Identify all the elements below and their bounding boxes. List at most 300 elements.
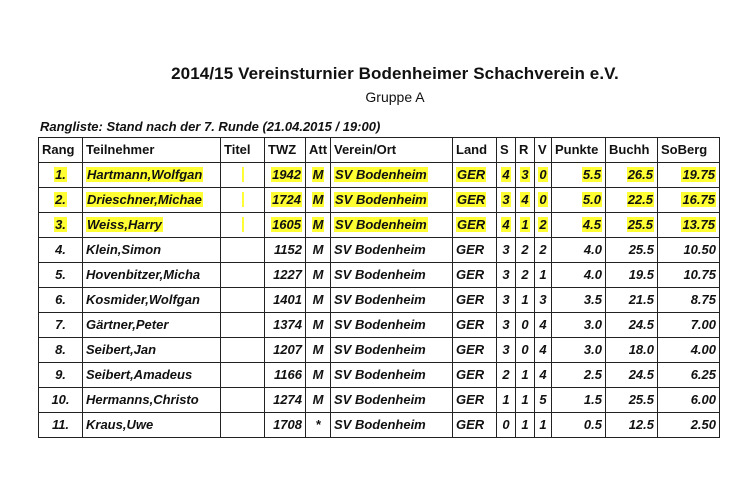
cell-buchh-text: 18.0 (628, 342, 654, 357)
cell-v-text: 3 (539, 292, 547, 307)
cell-v (535, 288, 552, 313)
cell-twz-text: 1605 (272, 217, 301, 232)
cell-punkte-text: 5.0 (582, 192, 601, 207)
cell-verein-text: SV Bodenheim (334, 392, 426, 407)
cell-buchh (606, 413, 658, 438)
cell-teilnehmer (83, 413, 221, 438)
cell-verein-text: SV Bodenheim (334, 292, 426, 307)
cell-r-text: 1 (521, 217, 529, 232)
cell-s (497, 288, 516, 313)
cell-land-text: GER (456, 392, 485, 407)
col-header-teilnehmer: Teilnehmer (83, 138, 221, 163)
cell-teilnehmer (83, 188, 221, 213)
cell-teilnehmer-text: Drieschner,Michae (87, 192, 202, 207)
cell-r-text: 4 (521, 192, 529, 207)
cell-rang (39, 213, 83, 238)
cell-titel (221, 388, 265, 413)
cell-buchh-text: 25.5 (627, 217, 653, 232)
table-row (39, 238, 720, 263)
cell-twz (265, 238, 306, 263)
cell-buchh (606, 238, 658, 263)
cell-punkte (552, 288, 606, 313)
cell-teilnehmer (83, 213, 221, 238)
cell-v (535, 213, 552, 238)
cell-att-text: M (312, 242, 324, 257)
cell-verein (331, 163, 453, 188)
col-header-s: S (497, 138, 516, 163)
cell-punkte (552, 313, 606, 338)
cell-titel (221, 338, 265, 363)
table-row (39, 338, 720, 363)
cell-att (306, 213, 331, 238)
cell-teilnehmer (83, 338, 221, 363)
cell-punkte (552, 413, 606, 438)
document-subtitle: Gruppe A (365, 89, 425, 105)
cell-buchh-text: 24.5 (628, 317, 654, 332)
cell-r-text: 2 (521, 242, 529, 257)
cell-titel-text (242, 167, 244, 182)
cell-punkte (552, 188, 606, 213)
table-row (39, 388, 720, 413)
cell-r (516, 363, 535, 388)
cell-buchh-text: 25.5 (628, 242, 654, 257)
cell-land (453, 288, 497, 313)
ranking-table (38, 137, 720, 438)
cell-v (535, 263, 552, 288)
cell-att-text: M (312, 267, 324, 282)
cell-titel (221, 163, 265, 188)
cell-teilnehmer-text: Seibert,Amadeus (86, 367, 193, 382)
cell-teilnehmer (83, 363, 221, 388)
cell-teilnehmer-text: Kosmider,Wolfgan (86, 292, 200, 307)
cell-buchh-text: 19.5 (628, 267, 654, 282)
cell-s-text: 3 (502, 267, 510, 282)
cell-verein-text: SV Bodenheim (334, 242, 426, 257)
cell-teilnehmer-text: Kraus,Uwe (86, 417, 154, 432)
cell-land-text: GER (456, 267, 485, 282)
cell-twz-text: 1724 (272, 192, 301, 207)
table-row (39, 163, 720, 188)
cell-land (453, 238, 497, 263)
cell-soberg-text: 4.00 (690, 342, 716, 357)
cell-att (306, 163, 331, 188)
cell-s (497, 263, 516, 288)
cell-teilnehmer-text: Seibert,Jan (86, 342, 157, 357)
cell-verein (331, 213, 453, 238)
cell-teilnehmer-text: Hermanns,Christo (86, 392, 199, 407)
cell-teilnehmer (83, 238, 221, 263)
cell-r-text: 0 (521, 342, 529, 357)
cell-att-text: * (315, 417, 321, 432)
col-header-land: Land (453, 138, 497, 163)
cell-teilnehmer-text: Gärtner,Peter (86, 317, 169, 332)
cell-verein-text: SV Bodenheim (334, 367, 426, 382)
cell-soberg-text: 10.75 (683, 267, 716, 282)
cell-land-text: GER (457, 217, 486, 232)
cell-twz-text: 1401 (273, 292, 302, 307)
cell-s-text: 3 (502, 192, 510, 207)
cell-teilnehmer (83, 313, 221, 338)
cell-soberg (658, 288, 720, 313)
cell-buchh (606, 338, 658, 363)
cell-rang-text: 3. (55, 217, 66, 232)
cell-v (535, 413, 552, 438)
table-row (39, 363, 720, 388)
cell-teilnehmer (83, 388, 221, 413)
ranking-table-body (39, 163, 720, 438)
cell-rang (39, 413, 83, 438)
col-header-att: Att (306, 138, 331, 163)
table-caption: Rangliste: Stand nach der 7. Runde (21.04.2015 / 19:00) (40, 119, 381, 134)
cell-r (516, 263, 535, 288)
cell-twz-text: 1274 (273, 392, 302, 407)
cell-buchh (606, 363, 658, 388)
cell-s (497, 363, 516, 388)
cell-soberg-text: 7.00 (690, 317, 716, 332)
cell-rang-text: 4. (55, 242, 66, 257)
cell-r (516, 188, 535, 213)
cell-att-text: M (312, 192, 324, 207)
cell-twz (265, 338, 306, 363)
cell-punkte-text: 4.0 (583, 242, 602, 257)
cell-soberg (658, 313, 720, 338)
cell-r-text: 1 (521, 392, 529, 407)
cell-att-text: M (312, 392, 324, 407)
cell-soberg (658, 413, 720, 438)
cell-titel (221, 188, 265, 213)
cell-land-text: GER (456, 242, 485, 257)
cell-punkte (552, 363, 606, 388)
cell-soberg (658, 238, 720, 263)
col-header-r: R (516, 138, 535, 163)
cell-s (497, 413, 516, 438)
cell-rang (39, 163, 83, 188)
cell-soberg-text: 16.75 (682, 192, 715, 207)
cell-s (497, 238, 516, 263)
cell-att-text: M (312, 342, 324, 357)
cell-soberg-text: 6.25 (690, 367, 716, 382)
cell-v-text: 4 (539, 342, 547, 357)
cell-twz (265, 363, 306, 388)
cell-land-text: GER (457, 192, 486, 207)
cell-v (535, 188, 552, 213)
col-header-v: V (535, 138, 552, 163)
cell-teilnehmer-text: Weiss,Harry (87, 217, 162, 232)
cell-r-text: 0 (521, 317, 529, 332)
cell-land (453, 263, 497, 288)
cell-v-text: 4 (539, 367, 547, 382)
cell-titel-text (242, 192, 244, 207)
table-row (39, 188, 720, 213)
cell-s-text: 4 (502, 167, 510, 182)
cell-att (306, 313, 331, 338)
table-row (39, 413, 720, 438)
cell-teilnehmer-text: Hovenbitzer,Micha (86, 267, 201, 282)
cell-rang-text: 7. (55, 317, 66, 332)
cell-titel (221, 363, 265, 388)
cell-v-text: 2 (539, 242, 547, 257)
col-header-twz: TWZ (265, 138, 306, 163)
col-header-punkte: Punkte (552, 138, 606, 163)
cell-buchh (606, 263, 658, 288)
cell-verein (331, 288, 453, 313)
cell-land (453, 188, 497, 213)
cell-land-text: GER (456, 292, 485, 307)
cell-buchh (606, 288, 658, 313)
cell-r-text: 1 (521, 292, 529, 307)
cell-punkte-text: 3.5 (583, 292, 602, 307)
cell-buchh (606, 388, 658, 413)
cell-buchh (606, 163, 658, 188)
cell-titel (221, 213, 265, 238)
cell-verein (331, 338, 453, 363)
cell-v-text: 0 (539, 192, 547, 207)
cell-rang (39, 313, 83, 338)
col-header-soberg: SoBerg (658, 138, 720, 163)
cell-att-text: M (312, 167, 324, 182)
cell-verein (331, 263, 453, 288)
cell-twz (265, 388, 306, 413)
cell-s-text: 1 (502, 392, 510, 407)
cell-r-text: 3 (521, 167, 529, 182)
table-row (39, 213, 720, 238)
cell-land (453, 388, 497, 413)
cell-buchh-text: 24.5 (628, 367, 654, 382)
cell-twz (265, 313, 306, 338)
cell-land (453, 338, 497, 363)
cell-att-text: M (312, 292, 324, 307)
table-row (39, 313, 720, 338)
cell-verein-text: SV Bodenheim (335, 167, 427, 182)
cell-teilnehmer (83, 288, 221, 313)
cell-s (497, 163, 516, 188)
cell-twz (265, 213, 306, 238)
col-header-titel: Titel (221, 138, 265, 163)
cell-rang-text: 9. (55, 367, 66, 382)
cell-rang (39, 363, 83, 388)
cell-rang (39, 288, 83, 313)
cell-verein-text: SV Bodenheim (335, 192, 427, 207)
cell-att (306, 263, 331, 288)
cell-twz (265, 263, 306, 288)
cell-land-text: GER (456, 342, 485, 357)
cell-att (306, 288, 331, 313)
cell-punkte-text: 1.5 (583, 392, 602, 407)
cell-land (453, 363, 497, 388)
cell-twz-text: 1207 (273, 342, 302, 357)
document-title: 2014/15 Vereinsturnier Bodenheimer Schachverein e.V. (171, 64, 619, 83)
cell-buchh-text: 21.5 (628, 292, 654, 307)
cell-rang-text: 10. (51, 392, 70, 407)
cell-v-text: 1 (539, 417, 547, 432)
table-row (39, 263, 720, 288)
cell-v (535, 363, 552, 388)
cell-r (516, 388, 535, 413)
cell-att-text: M (312, 317, 324, 332)
cell-r (516, 313, 535, 338)
cell-punkte (552, 213, 606, 238)
cell-s-text: 3 (502, 342, 510, 357)
cell-soberg-text: 19.75 (682, 167, 715, 182)
col-header-verein: Verein/Ort (331, 138, 453, 163)
cell-titel (221, 288, 265, 313)
cell-punkte-text: 2.5 (583, 367, 602, 382)
cell-verein-text: SV Bodenheim (334, 267, 426, 282)
cell-titel (221, 313, 265, 338)
cell-buchh (606, 213, 658, 238)
cell-buchh-text: 22.5 (627, 192, 653, 207)
cell-punkte-text: 3.0 (583, 342, 602, 357)
cell-soberg (658, 163, 720, 188)
cell-s (497, 188, 516, 213)
cell-verein-text: SV Bodenheim (335, 217, 427, 232)
cell-land (453, 413, 497, 438)
cell-rang (39, 188, 83, 213)
cell-r (516, 213, 535, 238)
cell-punkte-text: 5.5 (582, 167, 601, 182)
cell-verein (331, 188, 453, 213)
cell-rang-text: 11. (51, 417, 70, 432)
cell-rang-text: 6. (55, 292, 66, 307)
cell-soberg (658, 213, 720, 238)
cell-soberg (658, 263, 720, 288)
cell-teilnehmer (83, 263, 221, 288)
cell-r-text: 1 (521, 417, 529, 432)
cell-soberg (658, 388, 720, 413)
cell-titel (221, 413, 265, 438)
cell-v (535, 338, 552, 363)
cell-att (306, 338, 331, 363)
cell-twz (265, 188, 306, 213)
cell-twz-text: 1152 (274, 242, 302, 257)
cell-rang-text: 5. (55, 267, 66, 282)
cell-rang (39, 238, 83, 263)
cell-verein (331, 363, 453, 388)
cell-soberg (658, 363, 720, 388)
cell-r (516, 338, 535, 363)
cell-verein (331, 413, 453, 438)
cell-teilnehmer-text: Klein,Simon (86, 242, 162, 257)
cell-s (497, 213, 516, 238)
col-header-rang: Rang (39, 138, 83, 163)
cell-s-text: 2 (502, 367, 510, 382)
cell-buchh-text: 26.5 (627, 167, 653, 182)
cell-r-text: 1 (521, 367, 529, 382)
cell-s (497, 388, 516, 413)
cell-teilnehmer (83, 163, 221, 188)
cell-verein-text: SV Bodenheim (334, 317, 426, 332)
cell-twz-text: 1166 (274, 367, 302, 382)
cell-s-text: 3 (502, 317, 510, 332)
cell-v-text: 0 (539, 167, 547, 182)
cell-punkte (552, 388, 606, 413)
cell-buchh-text: 25.5 (628, 392, 654, 407)
cell-land-text: GER (456, 317, 485, 332)
cell-rang (39, 263, 83, 288)
cell-verein (331, 313, 453, 338)
cell-s-text: 3 (502, 242, 510, 257)
cell-soberg (658, 188, 720, 213)
cell-v (535, 238, 552, 263)
cell-v (535, 313, 552, 338)
cell-punkte (552, 338, 606, 363)
cell-v-text: 1 (539, 267, 547, 282)
cell-r (516, 288, 535, 313)
cell-att (306, 413, 331, 438)
cell-punkte-text: 4.5 (582, 217, 601, 232)
cell-soberg-text: 2.50 (690, 417, 716, 432)
cell-verein-text: SV Bodenheim (334, 342, 426, 357)
table-header-row (39, 138, 720, 163)
cell-soberg-text: 13.75 (682, 217, 715, 232)
cell-titel (221, 238, 265, 263)
cell-s (497, 338, 516, 363)
cell-twz (265, 163, 306, 188)
cell-v-text: 5 (539, 392, 547, 407)
cell-punkte (552, 163, 606, 188)
cell-v (535, 163, 552, 188)
cell-r-text: 2 (521, 267, 529, 282)
col-header-buchh: Buchh (606, 138, 658, 163)
cell-punkte (552, 238, 606, 263)
cell-verein (331, 388, 453, 413)
cell-rang-text: 2. (55, 192, 66, 207)
cell-titel-text (242, 217, 244, 232)
cell-soberg-text: 6.00 (690, 392, 716, 407)
cell-att (306, 188, 331, 213)
cell-twz-text: 1227 (273, 267, 302, 282)
cell-soberg-text: 8.75 (690, 292, 716, 307)
cell-teilnehmer-text: Hartmann,Wolfgan (87, 167, 203, 182)
cell-v-text: 4 (539, 317, 547, 332)
cell-rang (39, 388, 83, 413)
cell-land-text: GER (456, 417, 485, 432)
cell-twz-text: 1374 (273, 317, 302, 332)
cell-att-text: M (312, 217, 324, 232)
table-row (39, 288, 720, 313)
cell-land-text: GER (457, 167, 486, 182)
cell-att (306, 363, 331, 388)
cell-land (453, 313, 497, 338)
cell-buchh-text: 12.5 (628, 417, 654, 432)
cell-r (516, 413, 535, 438)
cell-land-text: GER (456, 367, 485, 382)
cell-s-text: 4 (502, 217, 510, 232)
cell-r (516, 238, 535, 263)
cell-land (453, 213, 497, 238)
cell-punkte-text: 0.5 (583, 417, 602, 432)
cell-v (535, 388, 552, 413)
cell-punkte (552, 263, 606, 288)
cell-verein-text: SV Bodenheim (334, 417, 426, 432)
cell-s-text: 0 (502, 417, 510, 432)
cell-att (306, 388, 331, 413)
cell-r (516, 163, 535, 188)
cell-s (497, 313, 516, 338)
cell-titel (221, 263, 265, 288)
cell-rang-text: 8. (55, 342, 66, 357)
cell-twz-text: 1708 (273, 417, 302, 432)
cell-buchh (606, 313, 658, 338)
cell-buchh (606, 188, 658, 213)
cell-twz-text: 1942 (272, 167, 301, 182)
cell-land (453, 163, 497, 188)
cell-punkte-text: 4.0 (583, 267, 602, 282)
cell-rang-text: 1. (55, 167, 66, 182)
cell-twz (265, 413, 306, 438)
cell-soberg (658, 338, 720, 363)
cell-s-text: 3 (502, 292, 510, 307)
